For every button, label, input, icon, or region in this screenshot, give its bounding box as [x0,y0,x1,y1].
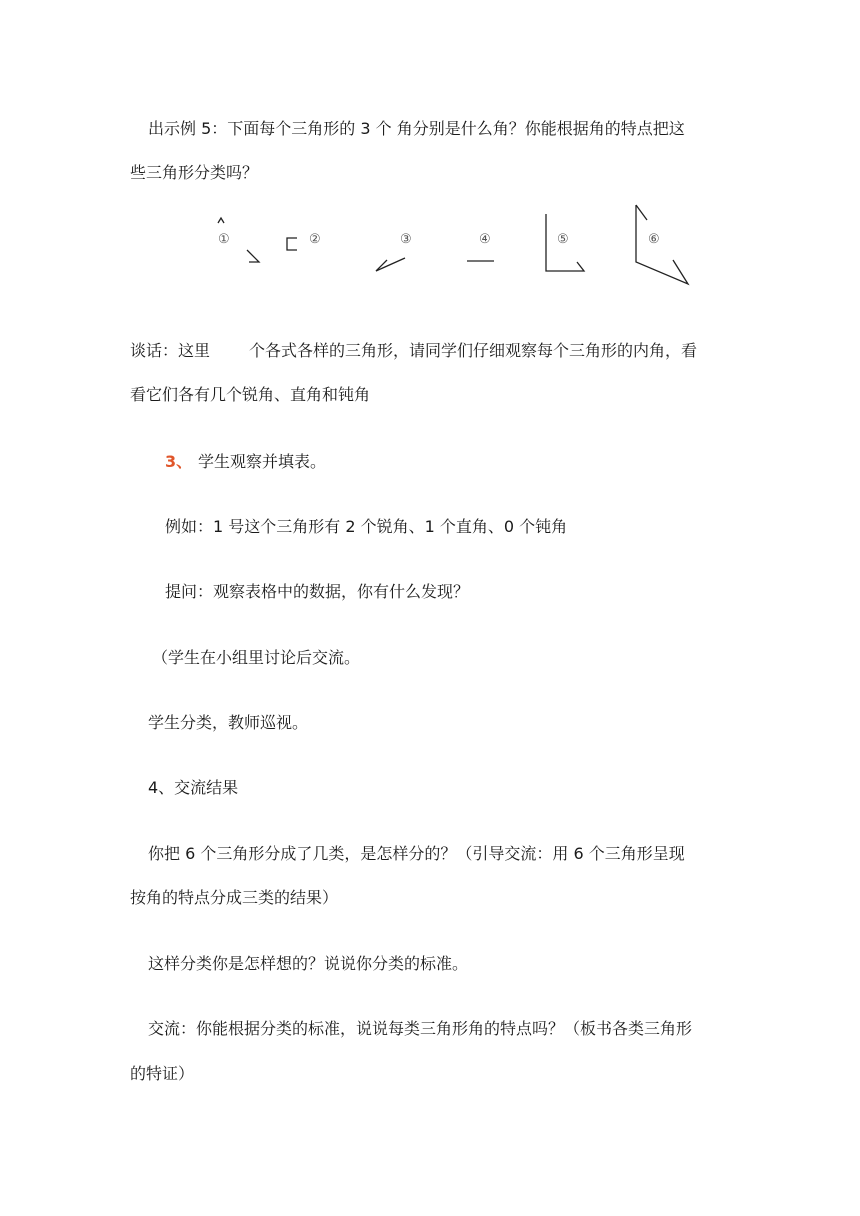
triangle-label-3: ③ [400,232,412,247]
paragraph-line-3b: 个各式各样的三角形，请同学们仔细观察每个三角形的内角，看 [249,341,698,360]
example-line: 例如：1 号这个三角形有 2 个锐角、1 个直角、0 个钝角 [165,517,568,536]
paragraph-line-15: 这样分类你是怎样想的？说说你分类的标准。 [148,954,469,973]
paragraph-line-16: 交流：你能根据分类的标准，说说每类三角形角的特点吗？（板书各类三角形 [148,1019,693,1038]
paragraph-line-2: 些三角形分类吗？ [130,163,259,182]
step-3-text: 学生观察并填表。 [198,452,327,471]
triangle-1-fragment-top [218,218,224,223]
paragraph-line-4: 看它们各有几个锐角、直角和钝角 [130,385,371,404]
triangle-2-fragment [287,238,297,250]
step-4-heading: 4、交流结果 [148,778,239,797]
paragraph-line-14: 按角的特点分成三类的结果） [130,888,339,907]
triangle-1-fragment-bottom [247,250,259,262]
triangle-sketches [195,200,705,295]
question-line: 提问：观察表格中的数据，你有什么发现？ [165,582,470,601]
triangle-3-fragment [376,258,405,271]
discussion-line: （学生在小组里讨论后交流。 [152,648,361,667]
step-number-3: 3、 [165,452,193,471]
triangle-label-5: ⑤ [557,232,569,247]
paragraph-line-17: 的特证） [130,1064,195,1083]
classify-line: 学生分类，教师巡视。 [148,713,309,732]
triangle-label-2: ② [309,232,321,247]
triangle-6-fragment [636,205,647,220]
triangle-figures [195,200,705,295]
triangle-label-4: ④ [479,232,491,247]
triangle-label-6: ⑥ [648,232,660,247]
triangle-label-1: ① [218,232,230,247]
triangle-6-fragment-b [636,205,688,284]
paragraph-line-3a: 谈话：这里 [130,341,211,360]
paragraph-line-13: 你把 6 个三角形分成了几类，是怎样分的？（引导交流：用 6 个三角形呈现 [148,844,685,863]
paragraph-line-1: 出示例 5：下面每个三角形的 3 个 角分别是什么角？你能根据角的特点把这 [148,119,685,138]
